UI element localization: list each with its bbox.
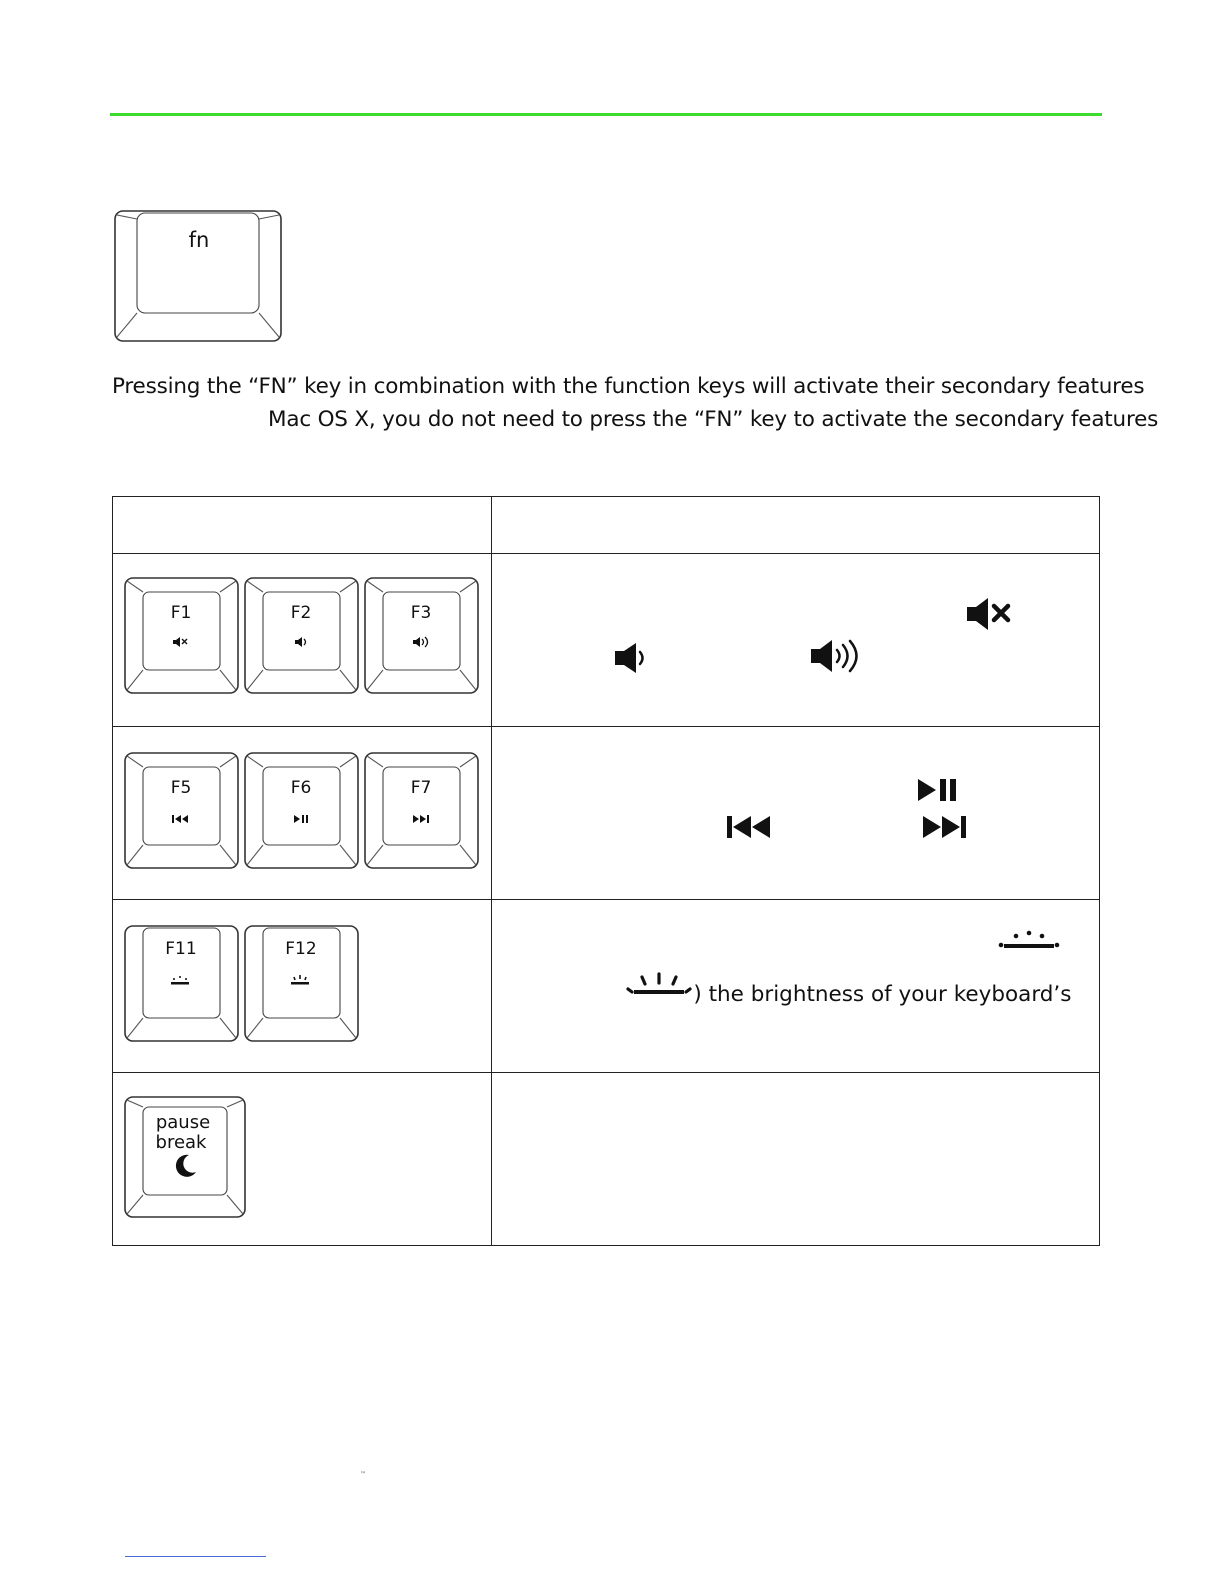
media-description-cell bbox=[492, 727, 1100, 900]
footer-link-underline bbox=[125, 1556, 266, 1557]
table-row bbox=[113, 900, 1100, 1073]
f3-label: F3 bbox=[410, 603, 432, 623]
table-row bbox=[113, 554, 1100, 727]
header-cell-function bbox=[492, 497, 1100, 554]
f6-key bbox=[245, 753, 358, 868]
brightness-description-text: ) the brightness of your keyboard’s bbox=[693, 982, 1072, 1007]
f5-key bbox=[125, 753, 238, 868]
f12-key bbox=[245, 926, 358, 1041]
function-key-table bbox=[112, 496, 1100, 1246]
fn-key-label: fn bbox=[188, 228, 210, 252]
f2-label: F2 bbox=[290, 603, 312, 623]
play-pause-icon bbox=[916, 777, 960, 803]
f6-label: F6 bbox=[290, 778, 312, 798]
f11-key bbox=[125, 926, 238, 1041]
trademark-symbol: ™ bbox=[360, 1471, 366, 1478]
media-keys-illustration bbox=[123, 751, 483, 871]
sleep-key-cell bbox=[113, 1073, 492, 1246]
f7-key bbox=[365, 753, 478, 868]
brightness-description-cell bbox=[492, 900, 1100, 1073]
table-row bbox=[113, 727, 1100, 900]
volume-keys-cell bbox=[113, 554, 492, 727]
header-cell-key bbox=[113, 497, 492, 554]
table-row bbox=[113, 1073, 1100, 1246]
previous-track-icon bbox=[726, 815, 772, 839]
pause-break-key bbox=[125, 1097, 245, 1217]
volume-keys-illustration bbox=[123, 576, 483, 696]
brightness-keys-illustration bbox=[123, 924, 363, 1044]
fn-key-illustration bbox=[113, 209, 283, 343]
header-accent-rule bbox=[110, 113, 1102, 116]
f12-label: F12 bbox=[285, 939, 317, 959]
f3-key bbox=[365, 578, 478, 693]
brightness-up-icon bbox=[626, 972, 692, 1000]
sleep-description-cell bbox=[492, 1073, 1100, 1246]
f5-label: F5 bbox=[170, 778, 192, 798]
intro-line-2: Mac OS X, you do not need to press the “FN” key to activate the secondary features bbox=[268, 407, 1159, 432]
intro-line-1: Pressing the “FN” key in combination with the function keys will activate their secondary features bbox=[112, 374, 1145, 399]
pause-break-key-illustration bbox=[123, 1095, 249, 1221]
break-label: break bbox=[155, 1132, 207, 1153]
volume-down-icon bbox=[613, 642, 649, 674]
volume-description-cell bbox=[492, 554, 1100, 727]
media-keys-cell bbox=[113, 727, 492, 900]
pause-label: pause bbox=[155, 1112, 211, 1133]
f7-label: F7 bbox=[410, 778, 432, 798]
brightness-keys-cell bbox=[113, 900, 492, 1073]
mute-icon bbox=[965, 597, 1015, 631]
f1-key bbox=[125, 578, 238, 693]
table-header-row bbox=[113, 497, 1100, 554]
volume-up-icon bbox=[809, 639, 861, 675]
brightness-down-icon bbox=[998, 930, 1062, 954]
f2-key bbox=[245, 578, 358, 693]
f1-label: F1 bbox=[170, 603, 192, 623]
next-track-icon bbox=[922, 815, 968, 839]
f11-label: F11 bbox=[165, 939, 197, 959]
